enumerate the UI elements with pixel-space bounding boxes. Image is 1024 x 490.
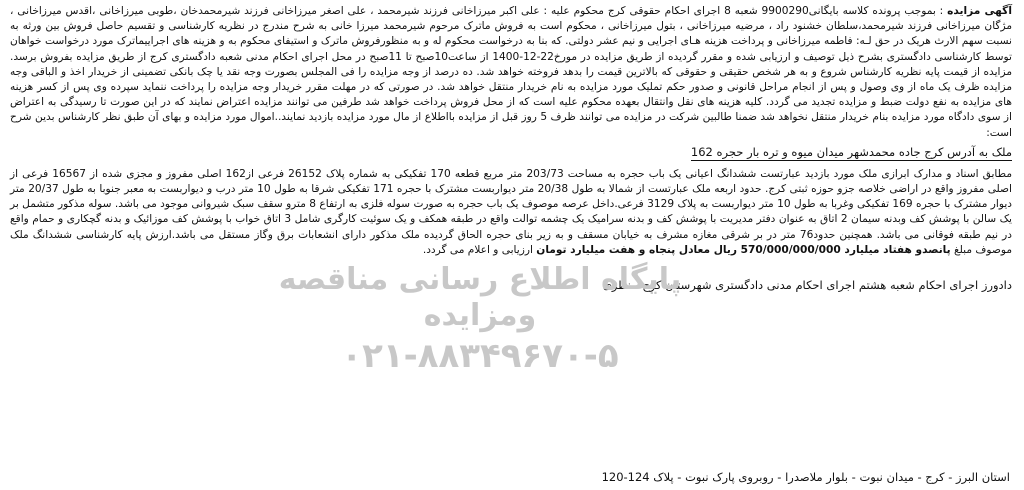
property-description-paragraph (10, 167, 1012, 258)
footer-address: استان البرز - کرج - میدان نبوت - بلوار ملاصدرا - روبروی پارک نبوت - پلاک 124-120 (601, 470, 1010, 484)
notice-intro-paragraph (10, 4, 1012, 141)
watermark-site-name: پایگاه اطلاع رسانی مناقصه ومزایده (278, 262, 682, 333)
signature-line: دادورز اجرای احکام شعبه هشتم اجرای احکام مدنی دادگستری شهرستان کرج - نظری (602, 278, 1012, 293)
base-price-tail: ارزیابی و اعلام می گردد. (422, 243, 533, 256)
watermark-phone: ۰۲۱-۸۸۳۴۹۶۷۰-۵ (341, 336, 619, 376)
property-description-text: مطابق اسناد و مدارک ابرازی ملک مورد بازدید عبارتست ششدانگ اعیانی یک باب حجره به مساحت 203/73 متر مربع قطعه 170 تفکیکی به شماره پلاک 26152 فرعی از162 اصلی مفروز و مجزی شده از 16567 فرعی از اصلی مفروز واقع در اراضی خلاصه جزو حوزه ثبتی کرج. حدود اربعه ملک عبارتست از شمالا به طول 20/38 متر دیواربست مشترک با حجره 171 تفکیکی شرقا به طول 10 متر درب و دیواربست به معبر جنوبا به طول 20/37 متر دیوار مشترک با حجره 169 تفکیکی وغربا به طول 10 متر دیواربست به پلاک 3129 فرعی.داخل عرصه موصوف یک باب حجره به صورت سوله فلزی به ارتفاع 8 مترو سقف سبک شیروانی موجود می باشد. سوله مذکور متشمل بر یک سالن با پوشش کف وبدنه سیمان 2 اتاق به عنوان دفتر مدیریت با پوشش کف و بدنه سرامیک یک چشمه توالت واقع در طبقه همکف و یک سوئیت کارگری شامل 3 اتاق خواب با پوشش کف موزائیک و بدنه گچکاری و حمام واقع در نیم طبقه فوقانی می باشد. همچنین حدود76 متر در بر شرقی مغازه مشرف به خیابان مسقف و به زیر بنای حجره الحاق گردیده ملک مذکور دارای انشعابات برق وگاز مستقل می باشد.ارزش پایه کارشناسی ششدانگ ملک موصوف مبلغ (10, 167, 1013, 256)
notice-intro-text: : بموجب پرونده کلاسه بایگانی9900290 شعبه 8 اجرای احکام حقوقی کرج محکوم علیه : علی اکبر میرزاخانی فرزند شیرمحمد ، علی اصغر میرزاخانی فرزند شیرمحمدخان ،طوبی میرزاخانی ،اقدس میرزاخانی ، مژگان میرزاخانی فرزند شیرمحمد،سلطان خشنود راد ، مرضیه میرزاخانی ، بتول میرزاخانی ، محکوم است به فروش ماترک مرحوم شیرمحمد میرزا خانی به شرح مندرج در نظریه کارشناسی و تقسیم حاصل فروش بین ورثه به نسبت سهم الارث هریک در حق لـه: فاطمه میرزاخانی و پرداخت هزینه هـای اجرایی و نیم عشر دولتی. که بنا به درخواست محکوم له و به منظورفروش ماترک و استیفای محکوم به و هزینه های اجراییماترک مورد درخواست خواهان توسط کارشناسی دادگستری بشرح ذیل توصیف و ارزیابی شده و مقرر گردیده از طریق مزایده در مورخ22-12-1400 از ساعت10صبح تا 11صبح در محل اجرای احکام مدنی شعبه دادگستری کرج از طریق مزایده بفروش برسد. مزایده از قیمت پایه نظریه کارشناس شروع و به هر شخص حقیقی و حقوقی که بالاترین قیمت را بدهد فروخته خواهد شد. ده درصد از وجه مزایده را فی المجلس بصورت وجه نقد یا چک بانکی تضمینی از خریدار اخذ و الباقی وجه مزایده ظرف یک ماه از وی وصول و پس از انجام مراحل قانونی و صدور حکم تملیک مورد مزایده به نام خریدار منتقل خواهد شد. در صورتی که در مهلت مقرر خریدار وجه مزایده را پرداخت ننماید سپرده وی پس از کسر هزینه های مزایده به نفع دولت ضبط و مزایده تجدید می گردد. کلیه هزینه های نقل وانتقال بعهده محکوم علیه است که از محل فروش پرداخت خواهد شد طرفین می توانند مزایده اعتراض نمایند که در این صورت تا رسیدگی به اعتراض از سوی دادگاه مورد مزایده بنام خریدار منتقل نخواهد شد ضمنا طالبین شرکت در مزایده می توانند ظرف 5 روز قبل از مزایده بااطلاع از مال مورد مزایده بازدید نمایند..اموال مورد مزایده و بهای آن طبق نظر کارشناس بدین شرح است: (10, 5, 1012, 139)
property-heading: ملک به آدرس کرج جاده محمدشهر میدان میوه و تره بار حجره 162 (690, 144, 1012, 159)
base-price: پانصدو هفتاد میلیارد 570/000/000/000 ریال معادل پنجاه و هفت میلیارد تومان (536, 243, 951, 256)
notice-title: آگهی مزایده (947, 5, 1012, 17)
